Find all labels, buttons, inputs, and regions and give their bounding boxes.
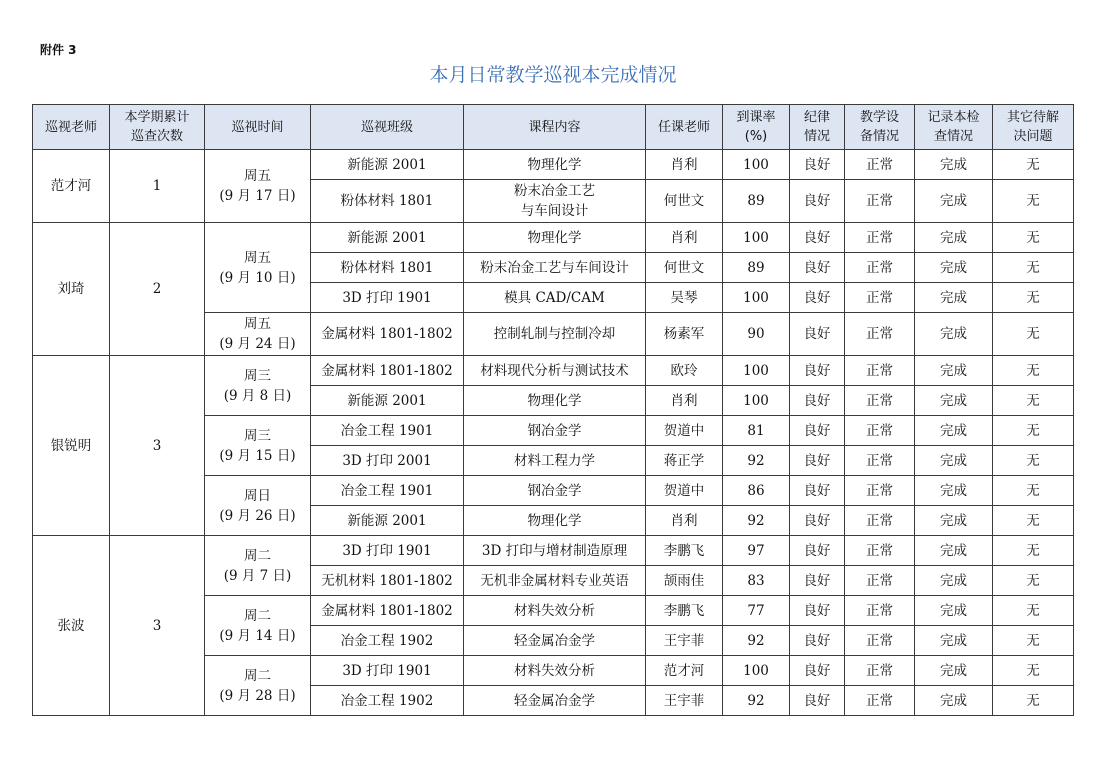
cell-pending-issues: 无 <box>993 150 1074 180</box>
table-row <box>33 356 1074 386</box>
cell-record-check: 完成 <box>915 566 993 596</box>
cell-course-content: 材料失效分析 <box>464 596 646 626</box>
cell-patrol-class: 金属材料 1801-1802 <box>311 313 464 356</box>
cell-attendance-rate: 90 <box>723 313 790 356</box>
cell-cumulative-count: 2 <box>110 223 205 356</box>
cell-equipment: 正常 <box>845 150 915 180</box>
cell-record-check: 完成 <box>915 686 993 716</box>
cell-attendance-rate: 89 <box>723 253 790 283</box>
cell-record-check: 完成 <box>915 223 993 253</box>
cell-instructor: 何世文 <box>646 180 723 223</box>
cell-patrol-time: 周五 (9 月 17 日) <box>205 150 311 223</box>
cell-discipline: 良好 <box>790 386 845 416</box>
table-row <box>33 150 1074 180</box>
cell-record-check: 完成 <box>915 180 993 223</box>
cell-patrol-time: 周二 (9 月 28 日) <box>205 656 311 716</box>
cell-instructor: 王宇菲 <box>646 626 723 656</box>
header-patrol-time: 巡视时间 <box>205 105 311 150</box>
cell-pending-issues: 无 <box>993 686 1074 716</box>
cell-record-check: 完成 <box>915 596 993 626</box>
cell-attendance-rate: 92 <box>723 506 790 536</box>
cell-course-content: 控制轧制与控制冷却 <box>464 313 646 356</box>
cell-discipline: 良好 <box>790 686 845 716</box>
cell-attendance-rate: 97 <box>723 536 790 566</box>
cell-equipment: 正常 <box>845 626 915 656</box>
cell-patrol-class: 金属材料 1801-1802 <box>311 596 464 626</box>
cell-discipline: 良好 <box>790 223 845 253</box>
cell-pending-issues: 无 <box>993 536 1074 566</box>
cell-pending-issues: 无 <box>993 253 1074 283</box>
cell-instructor: 颉雨佳 <box>646 566 723 596</box>
cell-course-content: 材料现代分析与测试技术 <box>464 356 646 386</box>
cell-equipment: 正常 <box>845 476 915 506</box>
header-pending-issues: 其它待解 决问题 <box>993 105 1074 150</box>
cell-patrol-teacher: 范才河 <box>33 150 110 223</box>
cell-equipment: 正常 <box>845 596 915 626</box>
cell-record-check: 完成 <box>915 253 993 283</box>
cell-patrol-class: 粉体材料 1801 <box>311 253 464 283</box>
table-header-row <box>33 105 1074 150</box>
cell-course-content: 模具 CAD/CAM <box>464 283 646 313</box>
cell-equipment: 正常 <box>845 416 915 446</box>
cell-patrol-teacher: 张波 <box>33 536 110 716</box>
header-instructor: 任课老师 <box>646 105 723 150</box>
cell-equipment: 正常 <box>845 386 915 416</box>
cell-instructor: 欧玲 <box>646 356 723 386</box>
cell-pending-issues: 无 <box>993 476 1074 506</box>
cell-pending-issues: 无 <box>993 656 1074 686</box>
cell-equipment: 正常 <box>845 566 915 596</box>
table-row <box>33 223 1074 253</box>
cell-equipment: 正常 <box>845 686 915 716</box>
cell-course-content: 材料工程力学 <box>464 446 646 476</box>
cell-discipline: 良好 <box>790 313 845 356</box>
cell-patrol-teacher: 银锐明 <box>33 356 110 536</box>
cell-equipment: 正常 <box>845 356 915 386</box>
cell-patrol-time: 周三 (9 月 8 日) <box>205 356 311 416</box>
cell-pending-issues: 无 <box>993 416 1074 446</box>
cell-discipline: 良好 <box>790 656 845 686</box>
cell-course-content: 物理化学 <box>464 150 646 180</box>
cell-instructor: 蒋正学 <box>646 446 723 476</box>
cell-equipment: 正常 <box>845 536 915 566</box>
table-body <box>33 150 1074 716</box>
cell-instructor: 何世文 <box>646 253 723 283</box>
cell-instructor: 李鹏飞 <box>646 536 723 566</box>
cell-discipline: 良好 <box>790 536 845 566</box>
cell-record-check: 完成 <box>915 506 993 536</box>
cell-course-content: 粉末冶金工艺 与车间设计 <box>464 180 646 223</box>
cell-patrol-class: 3D 打印 1901 <box>311 283 464 313</box>
cell-pending-issues: 无 <box>993 626 1074 656</box>
cell-pending-issues: 无 <box>993 506 1074 536</box>
cell-attendance-rate: 83 <box>723 566 790 596</box>
cell-patrol-teacher: 刘琦 <box>33 223 110 356</box>
cell-patrol-class: 粉体材料 1801 <box>311 180 464 223</box>
cell-patrol-class: 冶金工程 1901 <box>311 476 464 506</box>
cell-record-check: 完成 <box>915 416 993 446</box>
cell-attendance-rate: 100 <box>723 356 790 386</box>
cell-attendance-rate: 92 <box>723 446 790 476</box>
cell-equipment: 正常 <box>845 656 915 686</box>
cell-attendance-rate: 92 <box>723 686 790 716</box>
cell-discipline: 良好 <box>790 476 845 506</box>
header-course-content: 课程内容 <box>464 105 646 150</box>
cell-equipment: 正常 <box>845 313 915 356</box>
header-equipment: 教学设 备情况 <box>845 105 915 150</box>
cell-instructor: 王宇菲 <box>646 686 723 716</box>
cell-instructor: 贺道中 <box>646 476 723 506</box>
cell-pending-issues: 无 <box>993 313 1074 356</box>
cell-patrol-time: 周二 (9 月 14 日) <box>205 596 311 656</box>
cell-patrol-class: 新能源 2001 <box>311 386 464 416</box>
cell-discipline: 良好 <box>790 596 845 626</box>
cell-course-content: 轻金属冶金学 <box>464 626 646 656</box>
cell-course-content: 无机非金属材料专业英语 <box>464 566 646 596</box>
cell-discipline: 良好 <box>790 506 845 536</box>
cell-patrol-class: 3D 打印 2001 <box>311 446 464 476</box>
cell-patrol-time: 周五 (9 月 24 日) <box>205 313 311 356</box>
cell-instructor: 肖利 <box>646 223 723 253</box>
cell-attendance-rate: 92 <box>723 626 790 656</box>
cell-instructor: 范才河 <box>646 656 723 686</box>
cell-record-check: 完成 <box>915 626 993 656</box>
cell-patrol-class: 冶金工程 1902 <box>311 686 464 716</box>
cell-pending-issues: 无 <box>993 223 1074 253</box>
cell-patrol-class: 无机材料 1801-1802 <box>311 566 464 596</box>
cell-attendance-rate: 81 <box>723 416 790 446</box>
header-cumulative-count: 本学期累计 巡查次数 <box>110 105 205 150</box>
cell-instructor: 肖利 <box>646 506 723 536</box>
cell-instructor: 贺道中 <box>646 416 723 446</box>
cell-pending-issues: 无 <box>993 596 1074 626</box>
cell-patrol-class: 金属材料 1801-1802 <box>311 356 464 386</box>
cell-instructor: 肖利 <box>646 150 723 180</box>
cell-equipment: 正常 <box>845 446 915 476</box>
cell-cumulative-count: 3 <box>110 536 205 716</box>
cell-course-content: 轻金属冶金学 <box>464 686 646 716</box>
cell-course-content: 物理化学 <box>464 506 646 536</box>
cell-equipment: 正常 <box>845 253 915 283</box>
cell-course-content: 钢冶金学 <box>464 476 646 506</box>
cell-patrol-time: 周三 (9 月 15 日) <box>205 416 311 476</box>
cell-patrol-class: 冶金工程 1902 <box>311 626 464 656</box>
cell-discipline: 良好 <box>790 283 845 313</box>
cell-course-content: 粉末冶金工艺与车间设计 <box>464 253 646 283</box>
header-patrol-class: 巡视班级 <box>311 105 464 150</box>
cell-pending-issues: 无 <box>993 446 1074 476</box>
cell-discipline: 良好 <box>790 253 845 283</box>
cell-pending-issues: 无 <box>993 283 1074 313</box>
cell-record-check: 完成 <box>915 313 993 356</box>
cell-discipline: 良好 <box>790 356 845 386</box>
cell-record-check: 完成 <box>915 476 993 506</box>
patrol-table <box>32 104 1074 716</box>
cell-record-check: 完成 <box>915 283 993 313</box>
cell-course-content: 3D 打印与增材制造原理 <box>464 536 646 566</box>
cell-record-check: 完成 <box>915 150 993 180</box>
cell-patrol-class: 新能源 2001 <box>311 150 464 180</box>
cell-patrol-time: 周日 (9 月 26 日) <box>205 476 311 536</box>
cell-record-check: 完成 <box>915 356 993 386</box>
cell-patrol-class: 新能源 2001 <box>311 223 464 253</box>
cell-course-content: 钢冶金学 <box>464 416 646 446</box>
cell-patrol-time: 周五 (9 月 10 日) <box>205 223 311 313</box>
cell-discipline: 良好 <box>790 150 845 180</box>
cell-patrol-class: 新能源 2001 <box>311 506 464 536</box>
cell-record-check: 完成 <box>915 656 993 686</box>
header-record-check: 记录本检 查情况 <box>915 105 993 150</box>
cell-record-check: 完成 <box>915 446 993 476</box>
cell-patrol-class: 3D 打印 1901 <box>311 536 464 566</box>
cell-discipline: 良好 <box>790 446 845 476</box>
page-title: 本月日常教学巡视本完成情况 <box>429 64 677 86</box>
cell-cumulative-count: 3 <box>110 356 205 536</box>
cell-attendance-rate: 77 <box>723 596 790 626</box>
cell-instructor: 吴琴 <box>646 283 723 313</box>
cell-patrol-class: 3D 打印 1901 <box>311 656 464 686</box>
cell-attendance-rate: 100 <box>723 656 790 686</box>
cell-course-content: 物理化学 <box>464 223 646 253</box>
cell-course-content: 物理化学 <box>464 386 646 416</box>
cell-discipline: 良好 <box>790 180 845 223</box>
cell-equipment: 正常 <box>845 180 915 223</box>
cell-patrol-class: 冶金工程 1901 <box>311 416 464 446</box>
cell-instructor: 杨素军 <box>646 313 723 356</box>
cell-discipline: 良好 <box>790 566 845 596</box>
cell-attendance-rate: 89 <box>723 180 790 223</box>
cell-discipline: 良好 <box>790 626 845 656</box>
cell-patrol-time: 周二 (9 月 7 日) <box>205 536 311 596</box>
header-attendance-rate: 到课率 (%) <box>723 105 790 150</box>
cell-attendance-rate: 100 <box>723 386 790 416</box>
cell-equipment: 正常 <box>845 506 915 536</box>
cell-attendance-rate: 100 <box>723 150 790 180</box>
table-row <box>33 536 1074 566</box>
cell-attendance-rate: 100 <box>723 283 790 313</box>
header-discipline: 纪律 情况 <box>790 105 845 150</box>
cell-pending-issues: 无 <box>993 180 1074 223</box>
cell-record-check: 完成 <box>915 536 993 566</box>
cell-instructor: 肖利 <box>646 386 723 416</box>
cell-attendance-rate: 86 <box>723 476 790 506</box>
cell-course-content: 材料失效分析 <box>464 656 646 686</box>
cell-record-check: 完成 <box>915 386 993 416</box>
cell-pending-issues: 无 <box>993 386 1074 416</box>
cell-instructor: 李鹏飞 <box>646 596 723 626</box>
attachment-label: 附件 3 <box>40 43 77 57</box>
cell-discipline: 良好 <box>790 416 845 446</box>
cell-cumulative-count: 1 <box>110 150 205 223</box>
header-patrol-teacher: 巡视老师 <box>33 105 110 150</box>
cell-pending-issues: 无 <box>993 566 1074 596</box>
cell-equipment: 正常 <box>845 223 915 253</box>
cell-equipment: 正常 <box>845 283 915 313</box>
cell-attendance-rate: 100 <box>723 223 790 253</box>
cell-pending-issues: 无 <box>993 356 1074 386</box>
